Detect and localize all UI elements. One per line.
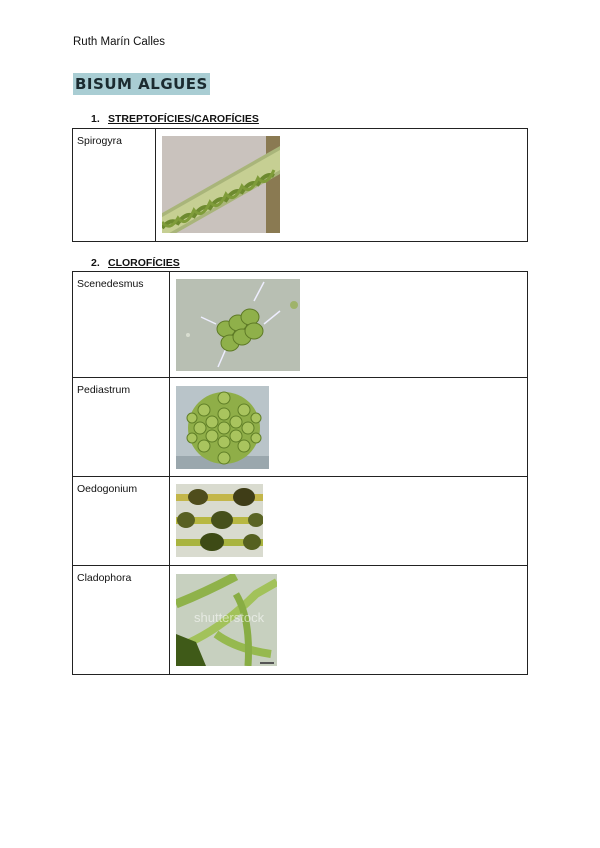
table-row bbox=[73, 129, 528, 242]
algae-table-1 bbox=[72, 128, 528, 242]
section-heading-2 bbox=[91, 257, 180, 269]
species-name: Oedogonium bbox=[73, 477, 170, 566]
species-image-cell bbox=[170, 477, 528, 566]
watermark-text: shutterstock bbox=[194, 610, 265, 625]
table-row bbox=[73, 272, 528, 378]
author-name: Ruth Marín Calles bbox=[73, 36, 166, 48]
table-row bbox=[73, 566, 528, 675]
species-name: Cladophora bbox=[73, 566, 170, 675]
page-title: BISUM ALGUES bbox=[75, 75, 208, 93]
section-heading-1 bbox=[91, 113, 259, 125]
cladophora-image bbox=[176, 574, 277, 666]
species-image-cell bbox=[170, 378, 528, 477]
table-row bbox=[73, 477, 528, 566]
species-name: Scenedesmus bbox=[73, 272, 170, 378]
species-name: Spirogyra bbox=[73, 129, 156, 242]
pediastrum-image bbox=[176, 386, 269, 469]
section-number: 2. bbox=[91, 257, 100, 269]
species-image-cell bbox=[156, 129, 528, 242]
species-image-cell bbox=[170, 272, 528, 378]
scenedesmus-image bbox=[176, 279, 300, 371]
species-image-cell bbox=[170, 566, 528, 675]
oedogonium-image bbox=[176, 484, 263, 557]
section-title: CLOROFÍCIES bbox=[108, 257, 180, 269]
table-row bbox=[73, 378, 528, 477]
algae-table-2 bbox=[72, 271, 528, 675]
spirogyra-image bbox=[162, 136, 280, 233]
section-number: 1. bbox=[91, 113, 100, 125]
species-name: Pediastrum bbox=[73, 378, 170, 477]
section-title: STREPTOFÍCIES/CAROFÍCIES bbox=[108, 113, 259, 125]
